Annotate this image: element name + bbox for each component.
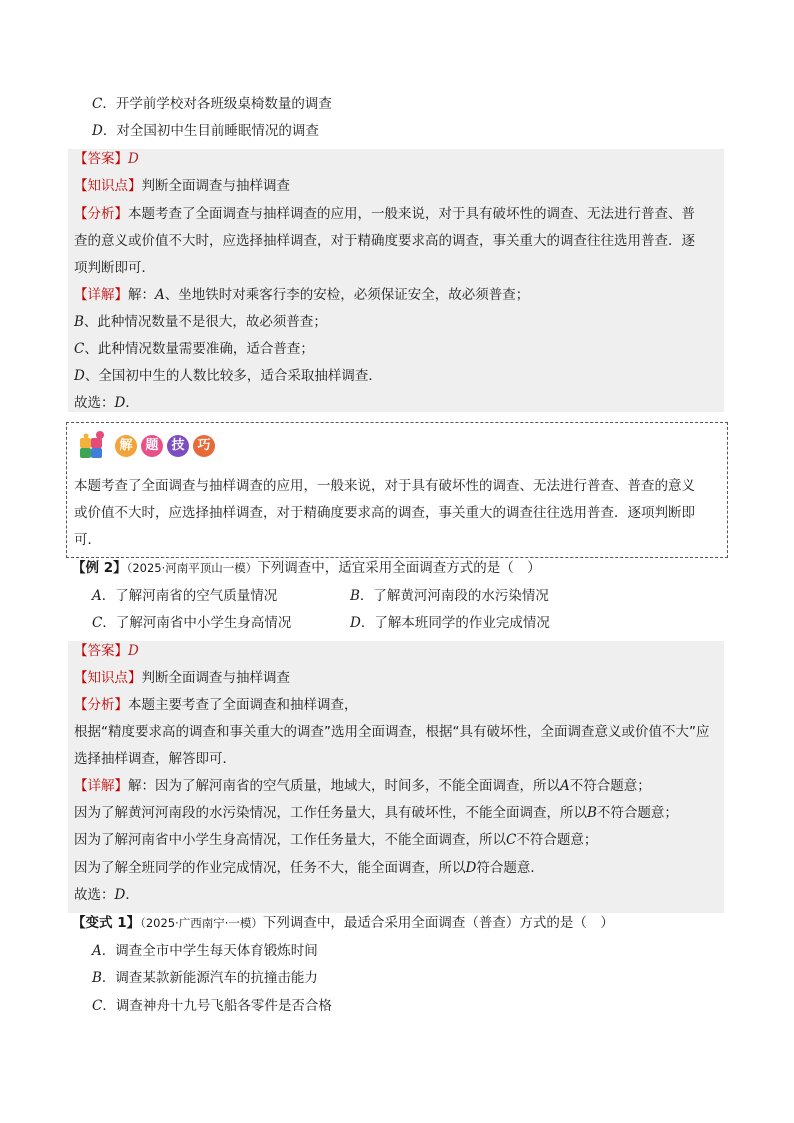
answer-line (74, 641, 139, 661)
knowledge-text: 判断全面调查与抽样调查 (141, 670, 290, 686)
answer-line (74, 149, 139, 169)
option-letter: B (350, 588, 360, 604)
example-2-stem (72, 558, 541, 578)
option-text: ．调查全市中学生每天体育锻炼时间 (101, 943, 318, 959)
detail-tag: 【详解】 (74, 287, 128, 303)
tips-title-char: 巧 (193, 435, 215, 457)
option-letter: C (92, 615, 103, 631)
analysis-text: 本题考查了全面调查与抽样调查的应用，一般来说，对于具有破坏性的调查、无法进行普查、普 (128, 206, 695, 222)
analysis-text: 本题主要考查了全面调查和抽样调查， (128, 697, 358, 713)
option-c (92, 94, 332, 114)
variant-source: （2025·广西南宁·一模） (140, 916, 263, 930)
tips-line: 本题考查了全面调查与抽样调查的应用，一般来说，对于具有破坏性的调查、无法进行普查、普查的意义 (74, 478, 695, 494)
tips-line: 或价值不大时，应选择抽样调查，对于精确度要求高的调查，事关重大的调查往往选用普查．逐项判断即 (74, 505, 695, 521)
option-c (92, 996, 332, 1016)
option-text: ．对全国初中生目前睡眠情况的调查 (102, 123, 319, 139)
option-letter: C (92, 96, 103, 112)
option-text: ．了解本班同学的作业完成情况 (360, 615, 550, 631)
analysis-tag: 【分析】 (74, 697, 128, 713)
detail-letter: A (155, 287, 165, 303)
option-letter: B (92, 970, 102, 986)
detail-text: 因为了解河南省中小学生身高情况，工作任务量大，不能全面调查，所以 (74, 832, 506, 848)
detail-post: 不符合题意； (516, 832, 598, 848)
option-b (92, 968, 318, 988)
choose-letter: D (114, 395, 126, 411)
choose-pre: 故选： (74, 887, 115, 903)
detail-letter: D (74, 368, 85, 384)
analysis-line: 根据“精度要求高的调查和事关重大的调查”选用全面调查，根据“具有破坏性，全面调查意义或价值不大”应 (74, 724, 710, 740)
variant-1-stem (72, 913, 614, 933)
choose-post: ． (125, 395, 139, 411)
option-text: ．调查某款新能源汽车的抗撞击能力 (101, 970, 318, 986)
detail-post: 不符合题意； (596, 805, 678, 821)
detail-letter: B (74, 314, 84, 330)
detail-text: 因为了解黄河河南段的水污染情况，工作任务量大，具有破坏性，不能全面调查，所以 (74, 805, 587, 821)
tips-title-char: 解 (115, 435, 137, 457)
option-letter: A (92, 943, 102, 959)
choose-pre: 故选： (74, 395, 115, 411)
analysis-line: 项判断即可． (74, 260, 155, 276)
answer-tag: 【答案】 (74, 643, 128, 659)
analysis-line (74, 204, 695, 224)
detail-pre: 解： (128, 287, 155, 303)
detail-post: 符合题意． (476, 860, 544, 876)
knowledge-text: 判断全面调查与抽样调查 (141, 178, 290, 194)
analysis-line (74, 695, 358, 715)
answer-value: D (128, 643, 139, 659)
detail-line (74, 339, 314, 359)
choose-letter: D (114, 887, 126, 903)
option-d (350, 613, 550, 633)
detail-letter: C (74, 341, 85, 357)
variant-stem-text: 下列调查中，最适合采用全面调查（普查）方式的是（ ） (262, 915, 614, 931)
detail-line (74, 366, 382, 386)
choose-line (74, 393, 139, 413)
detail-line (74, 858, 544, 878)
option-a (92, 586, 277, 606)
option-letter: A (92, 588, 102, 604)
option-letter: D (92, 123, 103, 139)
detail-line (74, 830, 597, 850)
example-stem-text: 下列调查中，适宜采用全面调查方式的是（ ） (257, 560, 541, 576)
analysis-tag: 【分析】 (74, 206, 128, 222)
detail-letter: B (587, 805, 597, 821)
knowledge-tag: 【知识点】 (74, 178, 142, 194)
detail-text: 、全国初中生的人数比较多，适合采取抽样调查． (84, 368, 382, 384)
option-text: ．调查神舟十九号飞船各零件是否合格 (102, 998, 332, 1014)
detail-letter: A (560, 778, 570, 794)
detail-tag: 【详解】 (74, 778, 128, 794)
option-text: ．了解河南省的空气质量情况 (101, 588, 278, 604)
answer-value: D (128, 151, 139, 167)
detail-line (74, 285, 529, 305)
knowledge-line (74, 176, 290, 196)
detail-text: 、此种情况数量不是很大，故必须普查； (83, 314, 327, 330)
detail-text: 解：因为了解河南省的空气质量，地域大，时间多，不能全面调查，所以 (128, 778, 560, 794)
example-source: （2025·河南平顶山一模） (126, 561, 258, 575)
detail-post: 不符合题意； (569, 778, 651, 794)
analysis-line: 查的意义或价值不大时，应选择抽样调查，对于精确度要求高的调查，事关重大的调查往往选用普查．逐 (74, 233, 695, 249)
option-letter: C (92, 998, 103, 1014)
option-a (92, 941, 318, 961)
detail-letter: D (465, 860, 477, 876)
variant-tag: 【变式 1】 (72, 915, 141, 931)
detail-text: 因为了解全班同学的作业完成情况，任务不大，能全面调查，所以 (74, 860, 466, 876)
option-d (92, 121, 319, 141)
option-text: ．了解黄河河南段的水污染情况 (359, 588, 549, 604)
analysis-line: 选择抽样调查，解答即可． (74, 751, 236, 767)
detail-line (74, 776, 651, 796)
example-tag: 【例 2】 (72, 560, 127, 576)
choose-line (74, 885, 139, 905)
detail-line (74, 803, 678, 823)
knowledge-tag: 【知识点】 (74, 670, 142, 686)
knowledge-line (74, 668, 290, 688)
option-c (92, 613, 291, 633)
tips-title-char: 技 (167, 435, 189, 457)
puzzle-icon (78, 430, 108, 460)
detail-text: 、坐地铁时对乘客行李的安检，必须保证安全，故必须普查； (164, 287, 530, 303)
detail-letter: C (506, 832, 517, 848)
answer-tag: 【答案】 (74, 151, 128, 167)
option-letter: D (350, 615, 361, 631)
choose-post: ． (125, 887, 139, 903)
option-text: ．了解河南省中小学生身高情况 (102, 615, 292, 631)
tips-title-char: 题 (141, 435, 163, 457)
tips-line: 可． (74, 532, 101, 548)
detail-line (74, 312, 327, 332)
option-text: ．开学前学校对各班级桌椅数量的调查 (102, 96, 332, 112)
detail-text: 、此种情况数量需要准确，适合普查； (84, 341, 314, 357)
option-b (350, 586, 549, 606)
